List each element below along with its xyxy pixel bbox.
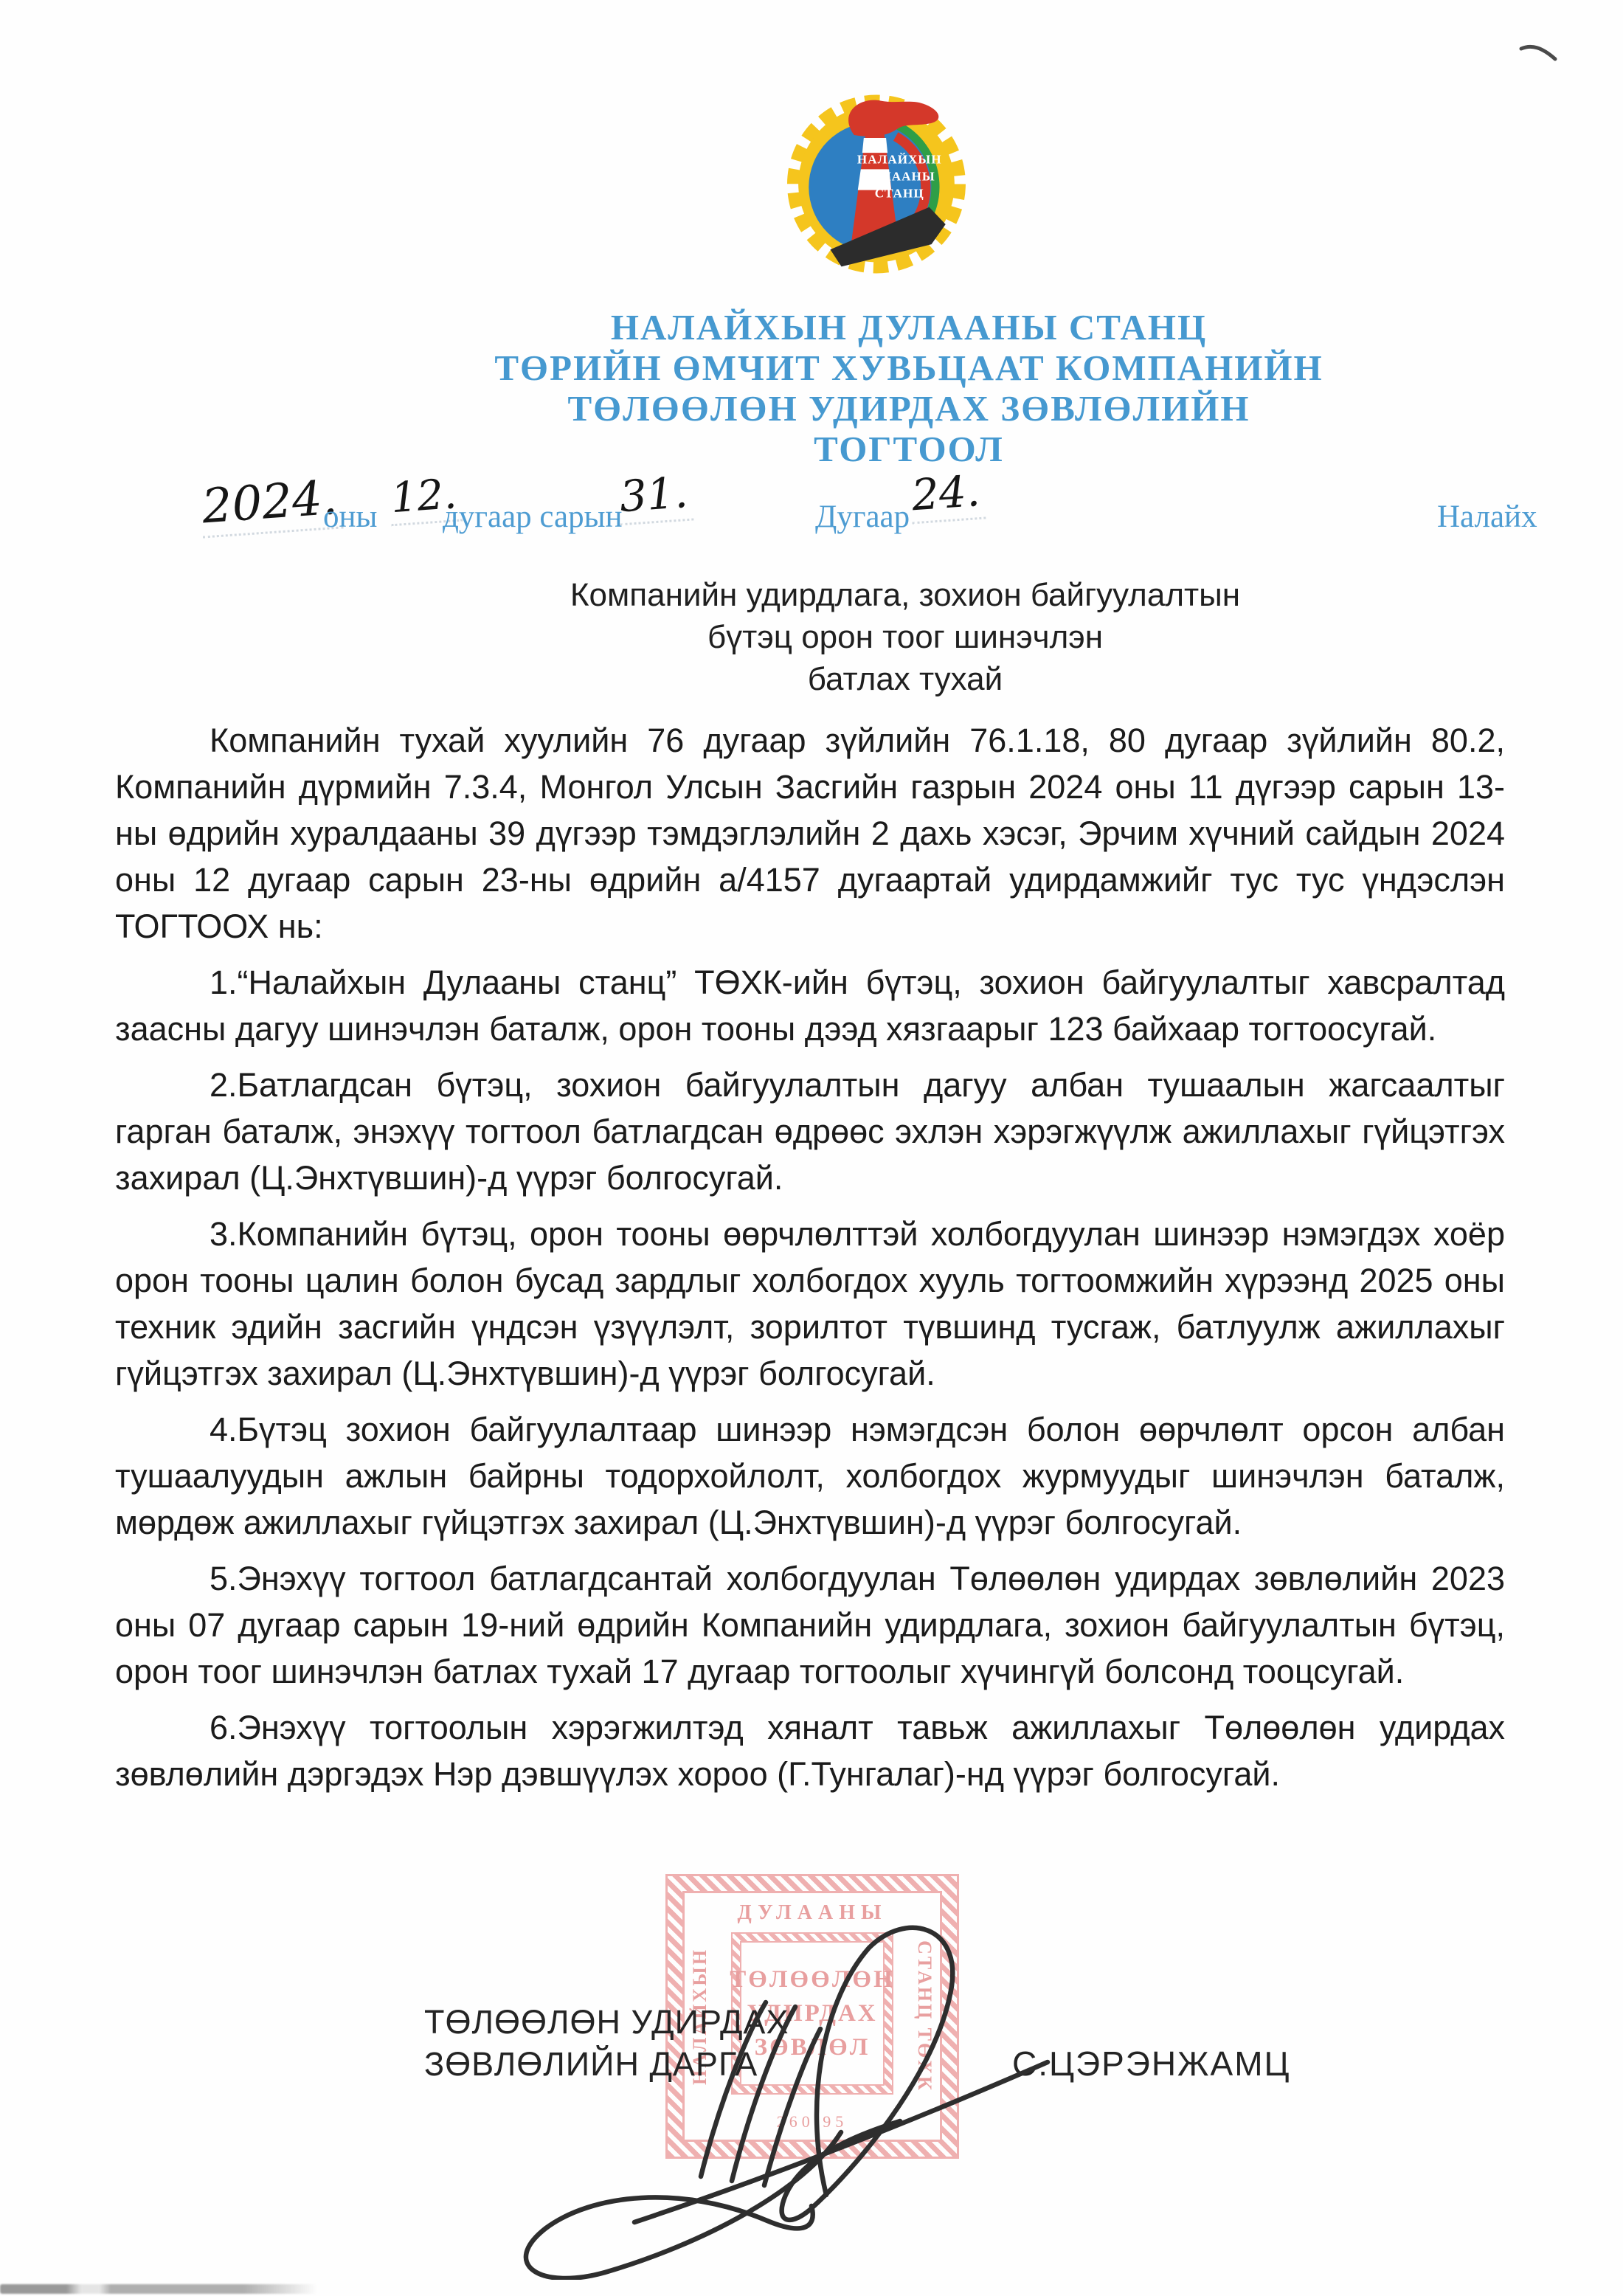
letterhead-line-4: ТОГТООЛ: [814, 429, 1004, 469]
signatory-position-line-2: ЗӨВЛӨЛИЙН ДАРГА: [424, 2045, 758, 2083]
letterhead-line-3: ТӨЛӨӨЛӨН УДИРДАХ ЗӨВЛӨЛИЙН: [567, 388, 1250, 429]
resolution-item-6: 6.Энэхүү тогтоолын хэрэгжилтэд хяналт тавьж ажиллахыг Төлөөлөн удирдах зөвлөлийн дэргэдэх Нэр дэвшүүлэх хороо (Г.Тунгалаг)-нд үүрэг болгосугай.: [115, 1709, 1505, 1793]
dateline: [0, 466, 1623, 553]
stamp-top-text: ДУЛААНЫ: [737, 1901, 887, 1924]
resolution-item-3: 3.Компанийн бүтэц, орон тооны өөрчлөлттэй холбогдуулан шинээр нэмэгдэх хоёр орон тооны цалин болон бусад зардлыг холбогдох хууль тогтоомжийн хүрээнд 2025 оны техник эдийн засгийн үндсэн үзүүлэлт, зорилтот түвшинд тусгаж, батлуулж ажиллахыг гүйцэтгэх захирал (Ц.Энхтүвшин)-д үүрэг болгосугай.: [115, 1215, 1505, 1392]
intro-paragraph: Компанийн тухай хуулийн 76 дугаар зүйлийн 76.1.18, 80 дугаар зүйлийн 80.2, Компанийн дүрмийн 7.3.4, Монгол Улсын Засгийн газрын 2024 оны 11 дүгээр сарын 13-ны өдрийн хуралдааны 39 дүгээр тэмдэглэлийн 2 дахь хэсэг, Эрчим хүчний сайдын 2024 оны 12 дугаар сарын 23-ны өдрийн а/4157 дугаартай удирдамжийг тус тус үндэслэн ТОГТООХ нь:: [115, 722, 1505, 945]
stamp-right-text: СТАНЦ ТӨХК: [914, 1940, 935, 2092]
month-label: дугаар сарын: [443, 499, 623, 534]
resolution-item-2: 2.Батлагдсан бүтэц, зохион байгуулалтын дагуу албан тушаалын жагсаалтыг гарган баталж, энэхүү тогтоол батлагдсан өдрөөс эхлэн хэрэгжүүлж ажиллахыг гүйцэтгэх захирал (Ц.Энхтүвшин)-д үүрэг болгосугай.: [115, 1066, 1505, 1197]
logo-text-line: НАЛАЙХЫН: [857, 152, 942, 167]
letterhead-line-1: НАЛАЙХЫН ДУЛААНЫ СТАНЦ: [610, 307, 1208, 347]
scan-smudge: [0, 2284, 317, 2294]
pen-mark-icon: [1517, 41, 1561, 68]
handwritten-month: 12.: [388, 470, 463, 527]
signatory-position-line-1: ТӨЛӨӨЛӨН УДИРДАХ: [424, 2003, 789, 2041]
title-line-1: Компанийн удирдлага, зохион байгуулалтын: [570, 577, 1241, 613]
handwritten-day: 31.: [617, 467, 694, 526]
letterhead-line-2: ТӨРИЙН ӨМЧИТ ХУВЬЦААТ КОМПАНИЙН: [494, 347, 1323, 388]
document-title: [94, 574, 1623, 700]
letterhead: [97, 307, 1623, 469]
signature-icon: [457, 1911, 1092, 2280]
handwritten-year: 2024.: [198, 470, 343, 538]
stamp-center-line: ЗӨВЛӨЛ: [754, 2034, 871, 2061]
resolution-item-5: 5.Энэхүү тогтоол батлагдсантай холбогдуулан Төлөөлөн удирдах зөвлөлийн 2023 оны 07 дугаар сарын 19-ний өдрийн Компанийн удирдлага, зохион байгуулалтын бүтэц, орон тоог шинэчлэн батлах тухай 17 дугаар тогтоолыг хүчингүй болсонд тооцсугай.: [115, 1560, 1505, 1690]
document-body: [115, 717, 1505, 1807]
stamp-center-line: УДИРДАХ: [747, 2000, 878, 2027]
place-label: Налайх: [1437, 499, 1537, 534]
stamp-left-text: НАЛАЙХЫН: [689, 1948, 710, 2085]
resolution-item-1: 1.“Налайхын Дулааны станц” ТӨХК-ийн бүтэц, зохион байгуулалтыг хавсралтад заасны дагуу шинэчлэн баталж, орон тооны дээд хязгаарыг 123 байхаар тогтоосугай.: [115, 964, 1505, 1048]
resolution-item-4: 4.Бүтэц зохион байгуулалтаар шинээр нэмэгдсэн болон өөрчлөлт орсон албан тушаалуудын ажлын байрны тодорхойлолт, холбогдох журмуудыг шинэчлэн баталж, мөрдөж ажиллахыг гүйцэтгэх захирал (Ц.Энхтүвшин)-д үүрэг болгосугай.: [115, 1411, 1505, 1541]
handwritten-number: 24.: [909, 466, 986, 525]
stamp-center-line: ТӨЛӨӨЛӨН: [730, 1966, 895, 1993]
title-line-2: бүтэц орон тоог шинэчлэн: [707, 619, 1103, 655]
chimney-band-icon: [862, 138, 887, 153]
logo-text-line: СТАНЦ: [874, 186, 924, 201]
company-logo: [786, 91, 972, 274]
logo-text-line: ДУЛААНЫ: [863, 169, 935, 184]
stamp-number: 260 95: [776, 2112, 848, 2131]
year-label: оны: [323, 499, 378, 534]
signatory-name: С.ЦЭРЭНЖАМЦ: [1012, 2044, 1291, 2083]
number-label: Дугаар: [815, 499, 910, 534]
title-line-3: батлах тухай: [807, 661, 1003, 697]
